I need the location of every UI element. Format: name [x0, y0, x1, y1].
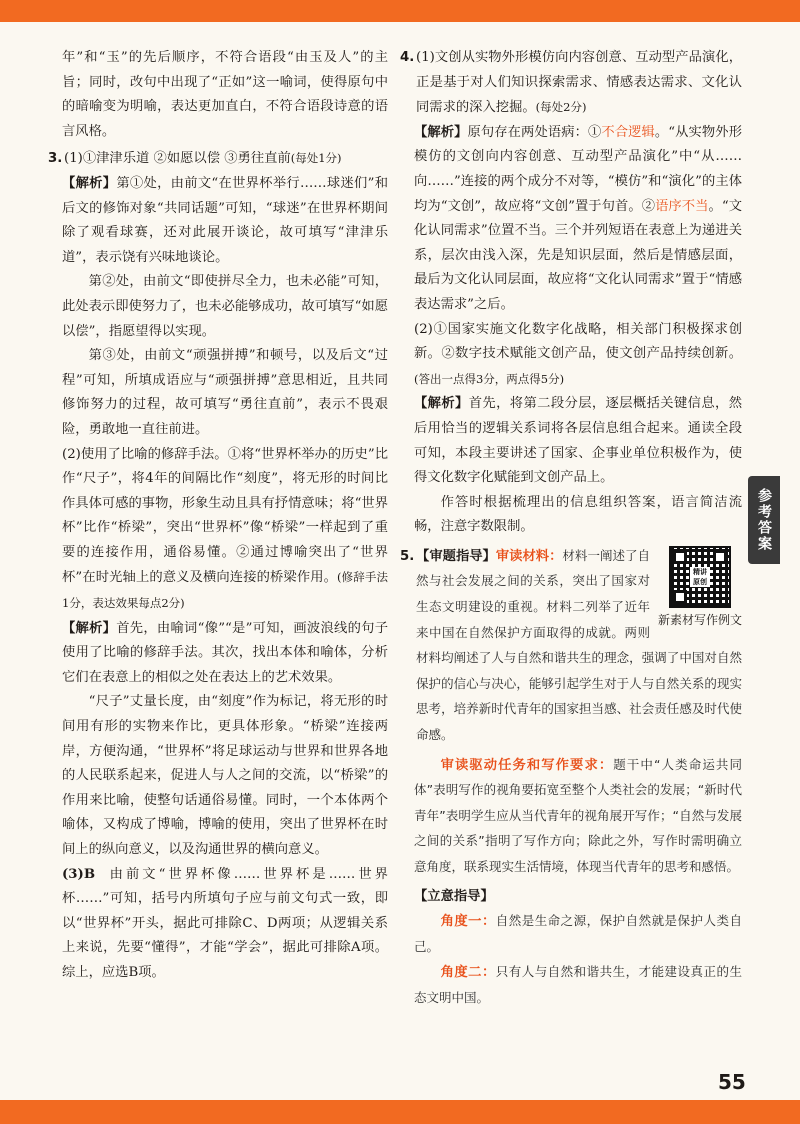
q3-part1: [48, 146, 388, 172]
q3-part3: [62, 863, 388, 986]
page-number: 55: [718, 1070, 746, 1094]
analysis-text: 首先，将第二段分层，逐层概括关键信息，然后用恰当的逻辑关系词将各层信息组合起来。通读全段可知，本段主要讲述了国家、企事业单位积极作为，使得文化数字化赋能到文创产品上。: [414, 396, 743, 486]
answer-section-tab: 参考答案: [748, 476, 780, 564]
analysis-text: 原句存在两处语病：①: [467, 124, 602, 140]
angle-two: [414, 960, 742, 1011]
bottom-color-bar: [0, 1100, 800, 1124]
q3-part2-answer: (2)使用了比喻的修辞手法。①将“世界杯举办的历史”比作“尺子”，将4年的间隔比作“刻度”，将无形的时间比作具体可感的事物，形象生动且具有抒情意味；将“世界杯”比作“桥梁”，突出“世界杯”像“桥梁”一样起到了重要的连接作用，通俗易懂。②通过博喻突出了“世界杯”在时光轴上的意义及横向连接的桥梁作用。: [62, 446, 388, 586]
q3-part1-analysis: [62, 172, 388, 270]
analysis-tag: 【解析】: [414, 396, 469, 412]
q4-part2-analysis: [414, 392, 742, 490]
right-column: [400, 46, 743, 1012]
error-type-label: 语序不当: [655, 198, 709, 214]
analysis-text: 由前文“世界杯像……世界杯是……世界杯……”可知，括号内所填句子应与前文句式一致，即以“世界杯”开头，据此可排除C、D两项；从逻辑关系上来说，先要“懂得”，才能“学会”，据此可排除A项。综上，应选B项。: [62, 866, 388, 980]
qr-caption: 新素材写作例文: [657, 612, 742, 627]
analysis-paragraph: 作答时根据梳理出的信息组织答案，语言简洁流畅，注意字数限制。: [414, 494, 742, 535]
score-note: (答出一点得3分，两点得5分): [414, 371, 565, 386]
material-analysis: 材料一阐述了自然与社会发展之间的关系，突出了国家对生态文明建设的重视。材料二列举了近年来中国在自然保护方面取得的成就。两则材料均阐述了人与自然和谐共生的理念，强调了中国对自然保护的信心与决心，能够引起学生对于人与自然关系的现实思考，培养新时代青年的国家担当感、社会责任感及时代使命感。: [416, 547, 742, 743]
score-note: (修辞手法1分，表达效果每点2分): [62, 570, 388, 611]
q4-part2: [414, 318, 742, 393]
material-label: 审读材料：: [495, 548, 563, 564]
q3-part3-answer: (3)B: [62, 866, 96, 882]
angle-text: 只有人与自然和谐共生，才能建设真正的生态文明中国。: [414, 964, 742, 1005]
angle-one: [414, 909, 742, 960]
analysis-text: 。“文化认同需求”位置不当。三个并列短语在表意上为递进关系，层次由浅入深，先是知识层面，然后是情感层面，最后为文化认同层面，故应将“文化认同需求”置于“情感表达需求”之后。: [414, 198, 742, 312]
analysis-tag: 【解析】: [62, 620, 117, 636]
angle-label: 角度一：: [440, 914, 496, 930]
top-color-bar: [0, 0, 800, 22]
task-text: 题干中“人类命运共同体”表明写作的视角要拓宽至整个人类社会的发展；“新时代青年”表明学生应从当代青年的视角展开写作；“自然与发展之间的关系”指明了写作方向；除此之外，写作时需明确立意角度，联系现实生活情境，体现当代青年的思考和感悟。: [414, 756, 742, 874]
question-number: 4.: [400, 50, 415, 65]
theme-guide-tag: 【立意指导】: [414, 888, 494, 904]
theme-guide-heading: [414, 885, 742, 910]
angle-text: 自然是生命之源，保护自然就是保护人类自己。: [414, 913, 742, 954]
score-note: (每处1分): [290, 151, 342, 166]
left-column: [48, 46, 389, 986]
analysis-text: 首先，由喻词“像”“是”可知，画波浪线的句子使用了比喻的修辞手法。其次，找出本体和喻体，分析它们在表意上的相似之处在表达上的艺术效果。: [62, 620, 388, 685]
task-label: 审读驱动任务和写作要求：: [440, 757, 614, 773]
q4-part1-analysis: [414, 121, 742, 318]
question-number: 5.: [400, 548, 415, 564]
task-analysis: [414, 753, 742, 881]
q5-guide: [400, 544, 742, 749]
q3-part2-analysis: [62, 617, 388, 691]
analysis-text: 第①处，由前文“在世界杯举行……球迷们”和后文的修饰对象“共同话题”可知，“球迷”在世界杯期间除了观看球赛，还对此展开谈论，故可填写“津津乐道”，表示饶有兴味地谈论。: [62, 175, 389, 265]
analysis-paragraph: 第②处，由前文“即使拼尽全力，也未必能”可知，此处表示即使努力了，也未必能够成功，故可填写“如愿以偿”，指愿望得以实现。: [62, 274, 388, 339]
analysis-tag: 【解析】: [62, 175, 117, 191]
angle-label: 角度二：: [440, 965, 496, 981]
guide-tag: 【审题指导】: [416, 548, 496, 564]
q4-part1: [400, 46, 742, 121]
analysis-text: 。“从实物外形模仿的文创向内容创意、互动型产品演化”中“从……向……”连接的两个成分不对等，“模仿”和“演化”的主体均为“文创”，故应将“文创”置于句首。②: [414, 124, 742, 214]
q3-part2: [62, 443, 388, 617]
analysis-paragraph: 第③处，由前文“顽强拼搏”和顿号，以及后文“过程”可知，所填成语应与“顽强拼搏”意思相近，且共同修饰努力的过程，故可填写“勇往直前”，表示不畏艰险，勇敢地一直往前进。: [62, 348, 388, 437]
q3-part1-answer: (1)①津津乐道 ②如愿以偿 ③勇往直前: [64, 151, 291, 167]
analysis-paragraph: “尺子”丈量长度，由“刻度”作为标记，将无形的时间用有形的实物来作比，更具体形象。“桥梁”连接两岸，方便沟通，“世界杯”将足球运动与世界和世界各地的人民联系起来，促进人与人之间的交流，以“桥梁”的作用来比喻，使整句话通俗易懂。同时，一个本体两个喻体，又构成了博喻，博喻的使用，突出了世界杯在时间上的纵向意义，以及沟通世界的横向意义。: [62, 694, 388, 857]
error-type-label: 不合逻辑: [601, 124, 655, 140]
qr-code-icon[interactable]: [669, 546, 731, 608]
qr-center-label: 精讲原创: [690, 567, 710, 587]
question-number: 3.: [48, 151, 63, 167]
q4-part1-answer: (1)文创从实物外形模仿向内容创意、互动型产品演化，正是基于对人们知识探索需求、情感表达需求、文化认同需求的深入挖掘。: [416, 50, 742, 116]
qr-code-block[interactable]: [656, 546, 744, 628]
intro-paragraph: 年”和“玉”的先后顺序，不符合语段“由玉及人”的主旨；同时，改句中出现了“正如”这一喻词，使得原句中的暗喻变为明喻，表达更加直白，不符合语段诗意的语言风格。: [62, 50, 388, 139]
score-note: (每处2分): [535, 100, 587, 115]
q4-part2-answer: (2)①国家实施文化数字化战略，相关部门积极探求创新。②数字技术赋能文创产品，使文创产品持续创新。: [414, 321, 742, 362]
analysis-tag: 【解析】: [414, 124, 468, 140]
